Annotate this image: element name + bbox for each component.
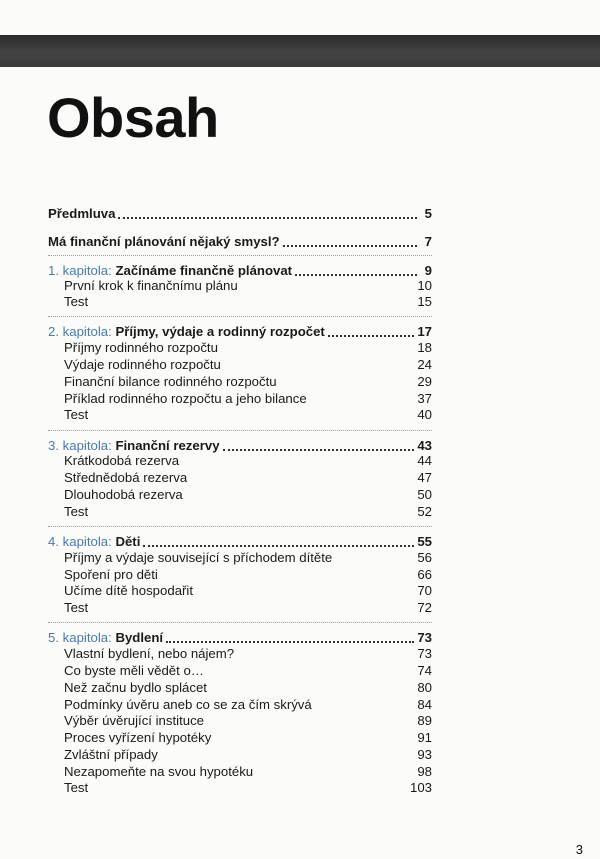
toc-label: Předmluva — [48, 206, 116, 221]
toc-label: Než začnu bydlo splácet — [64, 680, 207, 695]
toc-item — [64, 697, 432, 713]
toc-page: 73 — [417, 630, 432, 645]
toc-item — [64, 680, 432, 696]
toc-item — [64, 278, 432, 294]
chapter-title: Finanční rezervy — [115, 438, 220, 453]
toc-label: První krok k finančnímu plánu — [64, 278, 238, 293]
toc-page: 24 — [417, 357, 432, 372]
toc-page: 52 — [417, 504, 432, 519]
toc-page: 18 — [417, 340, 432, 355]
toc-label: Podmínky úvěru aneb co se za čím skrývá — [64, 697, 312, 712]
toc-page: 5 — [424, 206, 432, 221]
toc-item — [64, 407, 432, 423]
toc-label: Má finanční plánování nějaký smysl? — [48, 234, 280, 249]
chapter-divider — [48, 316, 432, 317]
chapter-divider — [48, 255, 432, 256]
toc-page: 43 — [417, 438, 432, 453]
toc-label: Test — [64, 504, 89, 519]
chapter-number: 4. kapitola: — [48, 534, 112, 549]
toc-page: 84 — [417, 697, 432, 712]
page-title: Obsah — [47, 86, 219, 149]
toc-label: Nezapomeňte na svou hypotéku — [64, 764, 254, 779]
toc-label: Krátkodobá rezerva — [64, 453, 180, 468]
toc-chapter-1 — [48, 261, 432, 279]
toc-page: 93 — [417, 747, 432, 762]
toc-entry-smysl — [48, 232, 432, 250]
toc-label: Spoření pro děti — [64, 567, 158, 582]
toc-page: 29 — [417, 374, 432, 389]
page-number: 3 — [575, 842, 583, 857]
toc-label: Dlouhodobá rezerva — [64, 487, 183, 502]
toc-label: Příjmy rodinného rozpočtu — [64, 340, 218, 355]
toc-item — [64, 374, 432, 390]
toc-page: 10 — [417, 278, 432, 293]
toc-page: 47 — [417, 470, 432, 485]
toc-item — [64, 340, 432, 356]
toc-item — [64, 747, 432, 763]
toc-page: 98 — [417, 764, 432, 779]
toc-label: Příjmy a výdaje související s příchodem dítěte — [64, 550, 333, 565]
toc-page: 9 — [424, 263, 432, 278]
chapter-number: 3. kapitola: — [48, 438, 112, 453]
toc-label: Výdaje rodinného rozpočtu — [64, 357, 221, 372]
toc-page: 56 — [417, 550, 432, 565]
toc-label: Proces vyřízení hypotéky — [64, 730, 212, 745]
toc-item — [64, 567, 432, 583]
toc-label: Co byste měli vědět o… — [64, 663, 204, 678]
toc-page: 89 — [417, 713, 432, 728]
toc-item — [64, 663, 432, 679]
chapter-title: Bydlení — [115, 630, 164, 645]
toc-label: Příklad rodinného rozpočtu a jeho bilance — [64, 391, 307, 406]
chapter-divider — [48, 430, 432, 431]
toc-item — [64, 294, 432, 310]
toc-page: 103 — [409, 780, 432, 795]
leader-dots — [223, 433, 415, 451]
toc-item — [64, 391, 432, 407]
toc-label: Učíme dítě hospodařit — [64, 583, 194, 598]
toc-chapter-4 — [48, 532, 432, 550]
toc-page: 37 — [417, 391, 432, 406]
toc-page: 80 — [417, 680, 432, 695]
toc-page: 44 — [417, 453, 432, 468]
toc-item — [64, 550, 432, 566]
toc-label: Test — [64, 407, 89, 422]
chapter-number: 1. kapitola: — [48, 263, 112, 278]
toc-chapter-5 — [48, 628, 432, 646]
toc-page: 72 — [417, 600, 432, 615]
leader-dots — [295, 258, 417, 276]
chapter-divider — [48, 526, 432, 527]
toc-label: Test — [64, 780, 89, 795]
toc-item — [64, 764, 432, 780]
toc-label: Výběr úvěrující instituce — [64, 713, 204, 728]
toc-item — [64, 730, 432, 746]
toc-item — [64, 470, 432, 486]
chapter-title: Děti — [115, 534, 141, 549]
toc-label: Test — [64, 294, 89, 309]
toc-item — [64, 357, 432, 373]
toc-page: 70 — [417, 583, 432, 598]
toc-page: 17 — [417, 324, 432, 339]
toc-page: 50 — [417, 487, 432, 502]
toc-label: Test — [64, 600, 89, 615]
toc-chapter-3 — [48, 436, 432, 454]
leader-dots — [283, 229, 417, 247]
leader-dots — [166, 625, 414, 643]
toc-page: 74 — [417, 663, 432, 678]
toc-item — [64, 583, 432, 599]
chapter-title: Začínáme finančně plánovat — [115, 263, 293, 278]
toc-page: 7 — [424, 234, 432, 249]
toc-label: Zvláštní případy — [64, 747, 158, 762]
toc-page: 91 — [417, 730, 432, 745]
toc-item — [64, 780, 432, 796]
leader-dots — [328, 319, 415, 337]
toc-label: Střednědobá rezerva — [64, 470, 188, 485]
toc-item — [64, 487, 432, 503]
toc-item — [64, 713, 432, 729]
toc-page: 73 — [417, 646, 432, 661]
leader-dots — [143, 529, 414, 547]
toc-page: 55 — [417, 534, 432, 549]
chapter-title: Příjmy, výdaje a rodinný rozpočet — [115, 324, 325, 339]
toc-item — [64, 646, 432, 662]
toc-item — [64, 504, 432, 520]
toc-label: Finanční bilance rodinného rozpočtu — [64, 374, 277, 389]
toc-label: Vlastní bydlení, nebo nájem? — [64, 646, 235, 661]
leader-dots — [118, 201, 417, 219]
toc-entry-predmluva — [48, 204, 432, 222]
toc-page: 15 — [417, 294, 432, 309]
chapter-divider — [48, 622, 432, 623]
toc-item — [64, 453, 432, 469]
chapter-number: 5. kapitola: — [48, 630, 112, 645]
chapter-number: 2. kapitola: — [48, 324, 112, 339]
toc-page: 66 — [417, 567, 432, 582]
toc-page: 40 — [417, 407, 432, 422]
toc-chapter-2 — [48, 322, 432, 340]
toc-item — [64, 600, 432, 616]
